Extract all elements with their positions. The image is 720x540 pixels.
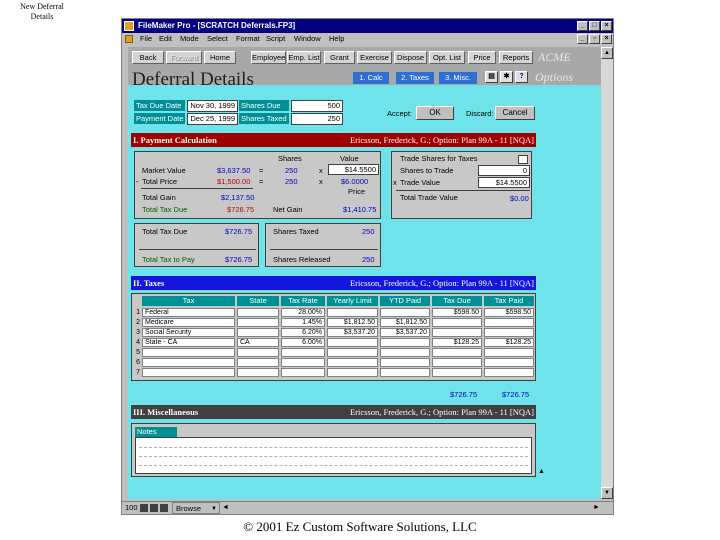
- times-sign-2: x: [319, 177, 323, 186]
- state-cell[interactable]: [237, 328, 279, 337]
- section1-title: I. Payment Calculation: [133, 135, 217, 145]
- market-value-label: Market Value: [142, 166, 186, 175]
- slide-caption-line2: Details: [30, 12, 54, 21]
- net-gain-label: Net Gain: [273, 205, 303, 214]
- shares-due-field[interactable]: 500: [291, 100, 343, 112]
- page-title: Deferral Details: [132, 69, 254, 90]
- sum-tax-due: $726.75: [450, 390, 478, 399]
- document-icon[interactable]: [125, 35, 133, 43]
- menu-mode[interactable]: Mode: [180, 34, 199, 43]
- tax-name-cell[interactable]: Social Security: [142, 328, 235, 337]
- zoom-level[interactable]: 100: [125, 503, 138, 512]
- status-area-toggle-icon[interactable]: [160, 504, 168, 512]
- yearly-limit-cell[interactable]: $3,537.20: [327, 328, 378, 337]
- tax-due-cell[interactable]: $598.50: [432, 308, 482, 317]
- market-value: $3,637.50: [217, 166, 251, 175]
- payment-calc-panel: [134, 151, 381, 219]
- ok-button[interactable]: OK: [416, 106, 454, 120]
- tax-name-cell[interactable]: Federal: [142, 308, 235, 317]
- payment-date-label: Payment Date: [136, 114, 184, 123]
- tax-rate-cell[interactable]: 1.45%: [281, 318, 325, 327]
- tax-due-date-label: Tax Due Date: [134, 100, 185, 111]
- state-cell[interactable]: [237, 348, 279, 357]
- slide-caption: [10, 2, 74, 22]
- col-ytd-paid: YTD Paid: [380, 296, 430, 306]
- scroll-left-icon[interactable]: ◄: [222, 504, 229, 511]
- state-cell[interactable]: [237, 308, 279, 317]
- notes-rule: [139, 465, 528, 466]
- total-gain: $2,137.50: [221, 193, 255, 202]
- col-tax: Tax: [142, 296, 235, 306]
- state-cell[interactable]: CA: [237, 338, 279, 347]
- shares-taxed-label: Shares Taxed: [239, 113, 289, 124]
- total-tax-to-pay-label: Total Tax to Pay: [142, 255, 195, 264]
- state-cell[interactable]: [237, 358, 279, 367]
- settings-icon[interactable]: ✱: [500, 71, 513, 83]
- zoom-out-icon[interactable]: [140, 504, 148, 512]
- chevron-down-icon: ▼: [211, 506, 217, 512]
- tax-paid-cell[interactable]: [484, 358, 534, 367]
- shares-totals-divider: [270, 249, 378, 250]
- tax-due-cell[interactable]: [432, 358, 482, 367]
- col-tax-due: Tax Due: [432, 296, 482, 306]
- tax-totals-divider: [139, 249, 256, 250]
- nav-toolbar: [128, 47, 601, 90]
- trade-shares-checkbox[interactable]: [518, 155, 528, 164]
- tab-taxes[interactable]: 2. Taxes: [396, 72, 434, 84]
- price-header: Price: [348, 187, 366, 196]
- total-price-label: Total Price: [142, 177, 178, 186]
- mode-label: Browse: [176, 504, 202, 513]
- accept-label: Accept:: [387, 109, 413, 118]
- section-miscellaneous-header: [131, 405, 536, 419]
- opt-list-button[interactable]: Opt. List: [429, 51, 465, 64]
- tax-paid-cell[interactable]: [484, 368, 534, 377]
- section2-title: II. Taxes: [133, 278, 165, 288]
- reports-button[interactable]: Reports: [499, 51, 533, 64]
- shares-taxed-field[interactable]: 250: [291, 113, 343, 125]
- grant-button[interactable]: Grant: [324, 51, 355, 64]
- box-shares-taxed-label: Shares Taxed: [273, 227, 319, 236]
- notes-label: Notes: [135, 427, 177, 437]
- tax-name-cell[interactable]: State - CA: [142, 338, 235, 347]
- zoom-in-icon[interactable]: [150, 504, 158, 512]
- row-number: 3: [136, 329, 140, 336]
- back-button[interactable]: Back: [132, 51, 164, 64]
- total-tax-due: $726.75: [227, 205, 255, 214]
- taxes-table: [131, 293, 536, 381]
- tax-paid-cell[interactable]: [484, 318, 534, 327]
- mode-selector[interactable]: [172, 502, 220, 514]
- section-taxes-header: [131, 276, 536, 290]
- tax-rate-cell[interactable]: [281, 348, 325, 357]
- trade-divider: [396, 190, 530, 191]
- notes-panel: [131, 423, 536, 477]
- notes-rule: [139, 447, 528, 448]
- shares-totals-panel: [265, 223, 381, 267]
- tab-misc[interactable]: 3. Misc.: [439, 72, 477, 84]
- tax-name-cell[interactable]: Medicare: [142, 318, 235, 327]
- box-total-tax-due: $726.75: [225, 227, 253, 236]
- doc-close-button[interactable]: ×: [601, 34, 612, 44]
- row-number: 5: [136, 349, 140, 356]
- scroll-right-icon[interactable]: ►: [593, 504, 600, 511]
- box-shares-taxed: 250: [362, 227, 375, 236]
- minus-sign: -: [136, 177, 139, 186]
- ytd-paid-cell[interactable]: $3,537.20: [380, 328, 430, 337]
- ytd-paid-cell[interactable]: $1,812.50: [380, 318, 430, 327]
- menu-edit[interactable]: Edit: [159, 34, 172, 43]
- tax-due-cell[interactable]: [432, 328, 482, 337]
- market-price-field[interactable]: $14.5500: [328, 164, 379, 175]
- menu-script[interactable]: Script: [266, 34, 286, 43]
- trade-value-label: Trade Value: [400, 178, 441, 187]
- slide-caption-line1: New Deferral: [20, 2, 64, 11]
- equals-sign-1: =: [259, 166, 264, 175]
- tax-due-cell[interactable]: [432, 348, 482, 357]
- equals-sign-2: =: [259, 177, 264, 186]
- col-state: State: [237, 296, 279, 306]
- menu-select[interactable]: Select: [207, 34, 228, 43]
- tax-paid-cell[interactable]: $598.50: [484, 308, 534, 317]
- tax-rate-cell[interactable]: [281, 358, 325, 367]
- ytd-paid-cell[interactable]: [380, 348, 430, 357]
- options-label[interactable]: Options: [535, 70, 574, 84]
- tax-paid-cell[interactable]: $128.25: [484, 338, 534, 347]
- times-sign-3: x: [393, 178, 397, 187]
- shares-released-label: Shares Released: [273, 255, 331, 264]
- cancel-button[interactable]: Cancel: [495, 106, 535, 120]
- yearly-limit-cell[interactable]: [327, 358, 378, 367]
- menu-help[interactable]: Help: [329, 34, 345, 43]
- row-number: 2: [136, 319, 140, 326]
- copyright-footer: © 2001 Ez Custom Software Solutions, LLC: [243, 519, 477, 534]
- trade-shares-panel: [391, 151, 532, 219]
- trade-shares-label: Trade Shares for Taxes: [400, 154, 478, 163]
- times-sign-1: x: [319, 166, 323, 175]
- yearly-limit-cell[interactable]: [327, 348, 378, 357]
- tax-totals-panel: [134, 223, 259, 267]
- notes-rule: [139, 456, 528, 457]
- total-trade-value: $0.00: [510, 194, 529, 203]
- acme-logo: ACME: [538, 50, 571, 64]
- tab-calc[interactable]: 1. Calc: [353, 72, 389, 84]
- tax-due-date-field[interactable]: Nov 30, 1999: [187, 100, 238, 112]
- shares-to-trade-field[interactable]: 0: [478, 165, 530, 176]
- yearly-limit-cell[interactable]: $1,812.50: [327, 318, 378, 327]
- payment-date-field[interactable]: Dec 25, 1999: [187, 113, 238, 125]
- emp-list-button[interactable]: Emp. List: [288, 53, 320, 62]
- title-bar: [122, 19, 613, 33]
- box-total-tax-due-label: Total Tax Due: [142, 227, 188, 236]
- layout-content: [128, 47, 601, 499]
- yearly-limit-cell[interactable]: [327, 338, 378, 347]
- shares-to-trade-label: Shares to Trade: [400, 166, 454, 175]
- net-gain: $1,410.75: [343, 205, 377, 214]
- tax-name-cell[interactable]: [142, 368, 235, 377]
- employee-button[interactable]: Employee: [252, 53, 286, 62]
- section-payment-calculation-header: [131, 133, 536, 147]
- menu-bar: [122, 33, 613, 45]
- print-icon[interactable]: ▤: [485, 71, 498, 83]
- total-tax-to-pay: $726.75: [225, 255, 253, 264]
- menu-format[interactable]: Format: [236, 34, 260, 43]
- filemaker-app-icon: [124, 21, 134, 31]
- trade-value-field[interactable]: $14.5500: [478, 177, 530, 188]
- tax-rate-cell[interactable]: 6.00%: [281, 338, 325, 347]
- tax-name-cell[interactable]: [142, 348, 235, 357]
- status-bar: [122, 501, 613, 514]
- price-button[interactable]: Price: [468, 51, 496, 64]
- option-price: $6.0000: [341, 177, 369, 186]
- tax-rate-cell[interactable]: 6.20%: [281, 328, 325, 337]
- tax-rate-cell[interactable]: [281, 368, 325, 377]
- ytd-paid-cell[interactable]: [380, 358, 430, 367]
- maximize-button[interactable]: □: [589, 21, 600, 31]
- section2-client: Ericsson, Frederick, G.; Option: Plan 99A - 11 [NQA]: [349, 278, 534, 288]
- tax-rate-cell[interactable]: 28.00%: [281, 308, 325, 317]
- help-icon[interactable]: ?: [515, 71, 528, 83]
- scroll-down-icon[interactable]: ▼: [601, 487, 613, 499]
- tax-name-cell[interactable]: [142, 358, 235, 367]
- row-number: 7: [136, 369, 140, 376]
- sum-tax-paid: $726.75: [502, 390, 530, 399]
- shares-header: Shares: [278, 154, 302, 163]
- discard-label: Discard:: [466, 109, 494, 118]
- window-title: FileMaker Pro - [SCRATCH Deferrals.FP3]: [138, 21, 296, 30]
- section1-client: Ericsson, Frederick, G.; Option: Plan 99A - 11 [NQA]: [349, 135, 534, 145]
- shares-due-label: Shares Due: [239, 100, 289, 111]
- section3-title: III. Miscellaneous: [133, 407, 199, 417]
- total-gain-label: Total Gain: [142, 193, 176, 202]
- close-button[interactable]: ×: [601, 21, 612, 31]
- row-number: 6: [136, 359, 140, 366]
- yearly-limit-cell[interactable]: [327, 308, 378, 317]
- shares-value-1: 250: [285, 166, 298, 175]
- col-yearly-limit: Yearly Limit: [327, 296, 378, 306]
- total-trade-value-label: Total Trade Value: [400, 193, 458, 202]
- scroll-to-top-icon[interactable]: ▲: [538, 468, 545, 475]
- menu-window[interactable]: Window: [294, 34, 321, 43]
- tax-due-cell[interactable]: [432, 318, 482, 327]
- menu-file[interactable]: File: [140, 34, 153, 43]
- tax-due-cell[interactable]: $128.25: [432, 338, 482, 347]
- tax-due-cell[interactable]: [432, 368, 482, 377]
- dispose-button[interactable]: Dispose: [394, 51, 427, 64]
- row-number: 4: [136, 339, 140, 346]
- total-price: $1,500.00: [217, 177, 251, 186]
- state-cell[interactable]: [237, 318, 279, 327]
- row-number: 1: [136, 309, 140, 316]
- scroll-up-icon[interactable]: ▲: [601, 47, 613, 59]
- total-tax-due-label: Total Tax Due: [142, 205, 188, 214]
- col-tax-rate: Tax Rate: [281, 296, 325, 306]
- ytd-paid-cell[interactable]: [380, 338, 430, 347]
- vertical-scrollbar[interactable]: [601, 47, 613, 499]
- notes-field[interactable]: [135, 437, 532, 474]
- subtotal-divider: [141, 188, 253, 189]
- state-cell[interactable]: [237, 368, 279, 377]
- doc-restore-button[interactable]: ▫: [589, 34, 600, 44]
- doc-minimize-button[interactable]: _: [577, 34, 588, 44]
- value-header: Value: [340, 154, 359, 163]
- ytd-paid-cell[interactable]: [380, 368, 430, 377]
- shares-released: 250: [362, 255, 375, 264]
- tax-paid-cell[interactable]: [484, 348, 534, 357]
- shares-value-2: 250: [285, 177, 298, 186]
- exercise-button[interactable]: Exercise: [357, 51, 392, 64]
- tax-paid-cell[interactable]: [484, 328, 534, 337]
- minimize-button[interactable]: _: [577, 21, 588, 31]
- yearly-limit-cell[interactable]: [327, 368, 378, 377]
- col-tax-paid: Tax Paid: [484, 296, 534, 306]
- filemaker-window: [121, 18, 614, 515]
- home-button[interactable]: Home: [204, 51, 236, 64]
- section3-client: Ericsson, Frederick, G.; Option: Plan 99A - 11 [NQA]: [349, 407, 534, 417]
- ytd-paid-cell[interactable]: [380, 308, 430, 317]
- forward-button[interactable]: Forward: [166, 51, 202, 64]
